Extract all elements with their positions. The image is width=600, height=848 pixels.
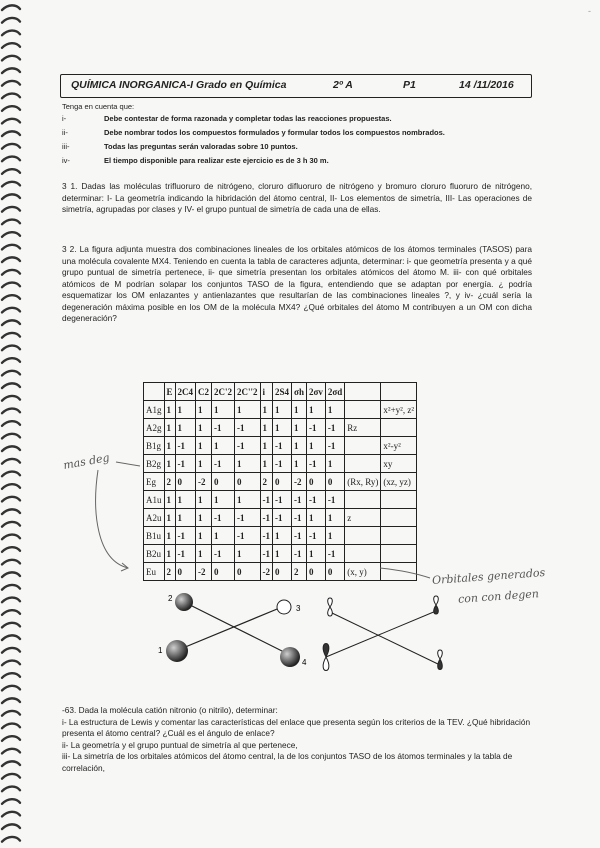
basis-function: z [345, 509, 381, 527]
character-value: -1 [212, 419, 235, 437]
character-value: -1 [175, 527, 196, 545]
character-value: 1 [306, 509, 325, 527]
atom-4-sphere [280, 647, 300, 667]
character-value: 1 [164, 455, 175, 473]
basis-function: x²+y², z² [381, 401, 417, 419]
character-value: 1 [260, 455, 273, 473]
table-header-cell: 2σd [325, 383, 344, 401]
character-value: -1 [292, 509, 307, 527]
spiral-coil [2, 787, 20, 792]
basis-function [381, 491, 417, 509]
basis-function [345, 491, 381, 509]
character-value: 2 [164, 473, 175, 491]
table-header-cell: 2C4 [175, 383, 196, 401]
character-value: 1 [196, 509, 212, 527]
character-value: 1 [196, 527, 212, 545]
character-value: 1 [306, 545, 325, 563]
spiral-coil [2, 106, 20, 111]
spiral-coil [2, 182, 20, 187]
character-value: 1 [260, 401, 273, 419]
spiral-coil [2, 68, 20, 73]
irrep-label: B1u [144, 527, 165, 545]
handwritten-note-right-1: Orbitales generados [431, 566, 546, 587]
character-value: 0 [235, 473, 261, 491]
spiral-coil [2, 711, 20, 716]
character-value: 2 [292, 563, 307, 581]
group-label: 2º A [333, 79, 353, 91]
table-row [144, 545, 417, 563]
spiral-coil [2, 761, 20, 766]
basis-function: (x, y) [345, 563, 381, 581]
basis-function [345, 437, 381, 455]
spiral-coil [2, 698, 20, 703]
character-value: 1 [273, 419, 292, 437]
table-row [144, 509, 417, 527]
instruction-text: El tiempo disponible para realizar este ejercicio es de 3 h 30 m. [104, 156, 329, 165]
character-value: 1 [325, 455, 344, 473]
character-value: 1 [164, 509, 175, 527]
p-orbital-combination [323, 596, 442, 671]
character-value: -1 [306, 527, 325, 545]
instructions [62, 102, 532, 170]
character-value: 1 [212, 437, 235, 455]
character-value: -1 [212, 545, 235, 563]
atom-1-sphere [166, 640, 188, 662]
instructions-intro: Tenga en cuenta que: [62, 102, 135, 111]
basis-function [381, 527, 417, 545]
character-value: -1 [212, 509, 235, 527]
basis-function [381, 545, 417, 563]
table-header-cell: σh [292, 383, 307, 401]
basis-function: x²-y² [381, 437, 417, 455]
spiral-coil [2, 610, 20, 615]
character-value: -1 [235, 437, 261, 455]
irrep-label: A2g [144, 419, 165, 437]
question-3-item: ii- La geometría y el grupo puntual de simetría al que pertenece, [62, 739, 298, 750]
spiral-coil [2, 333, 20, 338]
basis-function [345, 455, 381, 473]
character-value: -1 [325, 491, 344, 509]
instruction-item [62, 156, 532, 165]
atom-label-2: 2 [168, 594, 173, 603]
table-header-cell: 2C''2 [235, 383, 261, 401]
question-3-item: i- La estructura de Lewis y comentar las características del enlace que presenta según los criterios de la TEV. ¿Qué hibridación presenta el átomo central? ¿Cuál es el ángulo de enlace? [62, 716, 531, 738]
spiral-coil [2, 207, 20, 212]
spiral-coil [2, 257, 20, 262]
irrep-label: A2u [144, 509, 165, 527]
spiral-coil [2, 686, 20, 691]
character-value: 1 [306, 401, 325, 419]
spiral-coil [2, 194, 20, 199]
spiral-coil [2, 81, 20, 86]
irrep-label: Eg [144, 473, 165, 491]
spiral-coil [2, 169, 20, 174]
character-value: -1 [292, 527, 307, 545]
character-value: 1 [273, 545, 292, 563]
spiral-coil [2, 434, 20, 439]
character-value: -1 [306, 419, 325, 437]
character-value: -2 [196, 473, 212, 491]
spiral-coil [2, 270, 20, 275]
basis-function [381, 509, 417, 527]
spiral-coil [2, 648, 20, 653]
character-value: 1 [164, 527, 175, 545]
spiral-coil [2, 560, 20, 565]
character-value: -2 [292, 473, 307, 491]
character-value: -1 [292, 545, 307, 563]
table-header-cell [345, 383, 381, 401]
table-row [144, 473, 417, 491]
spiral-coil [2, 5, 20, 10]
character-value: 2 [260, 473, 273, 491]
table-row [144, 527, 417, 545]
spiral-coil [2, 484, 20, 489]
character-value: 1 [175, 419, 196, 437]
character-value: -2 [260, 563, 273, 581]
instruction-item [62, 128, 532, 137]
irrep-label: Eu [144, 563, 165, 581]
table-row [144, 491, 417, 509]
irrep-label: B2g [144, 455, 165, 473]
spiral-coil [2, 94, 20, 99]
character-value: -1 [273, 491, 292, 509]
spiral-coil [2, 774, 20, 779]
basis-function [381, 563, 417, 581]
character-table [143, 382, 417, 581]
character-value: 0 [175, 473, 196, 491]
character-value: 1 [196, 419, 212, 437]
basis-function: Rz [345, 419, 381, 437]
character-value: 1 [235, 491, 261, 509]
spiral-coil [2, 119, 20, 124]
character-value: -1 [235, 527, 261, 545]
instruction-text: Todas las preguntas serán valoradas sobre 10 puntos. [104, 142, 298, 151]
spiral-coil [2, 421, 20, 426]
character-value: 1 [196, 491, 212, 509]
spiral-coil [2, 245, 20, 250]
spiral-coil [2, 812, 20, 817]
character-value: 1 [325, 527, 344, 545]
spiral-coil [2, 43, 20, 48]
character-value: -1 [325, 437, 344, 455]
character-value: 1 [196, 401, 212, 419]
character-value: 1 [260, 437, 273, 455]
spiral-coil [2, 18, 20, 23]
spiral-coil [2, 396, 20, 401]
part-label: P1 [403, 79, 416, 91]
table-header-cell: 2C'2 [212, 383, 235, 401]
character-value: -1 [273, 455, 292, 473]
character-value: -1 [306, 491, 325, 509]
character-value: -1 [260, 509, 273, 527]
corner-mark: - [588, 6, 591, 16]
question-3-title: -63. Dada la molécula catión nitronio (o nitrilo), determinar: [62, 705, 278, 715]
spiral-coil [2, 572, 20, 577]
character-value: 0 [273, 563, 292, 581]
instruction-item [62, 114, 532, 123]
character-value: 1 [175, 509, 196, 527]
character-value: 1 [292, 401, 307, 419]
atom-label-1: 1 [158, 646, 163, 655]
instruction-item [62, 142, 532, 151]
character-value: 0 [325, 473, 344, 491]
basis-function: (xz, yz) [381, 473, 417, 491]
table-header-cell: C2 [196, 383, 212, 401]
character-value: -1 [235, 419, 261, 437]
character-value: 1 [196, 545, 212, 563]
character-value: 1 [235, 455, 261, 473]
spiral-coil [2, 497, 20, 502]
basis-function [345, 401, 381, 419]
spiral-coil [2, 585, 20, 590]
instruction-text: Debe nombrar todos los compuestos formulados y formular todos los compuestos nombrados. [104, 128, 445, 137]
taso-diagram [150, 585, 460, 690]
character-value: -1 [235, 509, 261, 527]
spiral-coil [2, 661, 20, 666]
basis-function: (Rx, Ry) [345, 473, 381, 491]
handwritten-note-left: mas deg [62, 451, 111, 472]
character-value: -1 [175, 455, 196, 473]
spiral-coil [2, 144, 20, 149]
spiral-coil [2, 346, 20, 351]
character-value: -1 [273, 509, 292, 527]
atom-label-3: 3 [296, 604, 301, 613]
spiral-coil [2, 749, 20, 754]
table-header-cell: 2S4 [273, 383, 292, 401]
table-row [144, 437, 417, 455]
spiral-coil [2, 220, 20, 225]
irrep-label: B1g [144, 437, 165, 455]
character-value: 1 [175, 491, 196, 509]
table-header-cell: 2σv [306, 383, 325, 401]
spiral-coil [2, 535, 20, 540]
instruction-num: iii- [62, 142, 70, 151]
character-value: -1 [325, 419, 344, 437]
table-row [144, 401, 417, 419]
irrep-label: A1u [144, 491, 165, 509]
character-value: -1 [260, 527, 273, 545]
character-value: 0 [175, 563, 196, 581]
spiral-coil [2, 824, 20, 829]
character-value: -1 [260, 545, 273, 563]
basis-function [345, 545, 381, 563]
irrep-label: B2u [144, 545, 165, 563]
character-value: 0 [306, 473, 325, 491]
table-header-cell: i [260, 383, 273, 401]
spiral-coil [2, 446, 20, 451]
spiral-coil [2, 157, 20, 162]
instruction-num: ii- [62, 128, 68, 137]
s-orbital-combination [158, 593, 307, 667]
character-value: 0 [235, 563, 261, 581]
instruction-num: i- [62, 114, 67, 123]
character-value: 1 [260, 419, 273, 437]
atom-2-sphere [175, 593, 193, 611]
character-value: 1 [273, 401, 292, 419]
character-value: 0 [325, 563, 344, 581]
spiral-coil [2, 472, 20, 477]
character-value: 1 [292, 437, 307, 455]
basis-function [381, 419, 417, 437]
spiral-coil [2, 522, 20, 527]
character-value: 2 [164, 563, 175, 581]
character-value: -1 [175, 545, 196, 563]
spiral-coil [2, 736, 20, 741]
character-value: 1 [164, 419, 175, 437]
spiral-coil [2, 320, 20, 325]
character-value: 1 [212, 401, 235, 419]
character-value: 1 [164, 491, 175, 509]
character-value: 1 [196, 455, 212, 473]
character-value: 1 [292, 419, 307, 437]
character-value: 1 [175, 401, 196, 419]
course-title: QUÍMICA INORGANICA-I Grado en Química [71, 79, 287, 91]
table-row [144, 563, 417, 581]
character-value: 0 [306, 563, 325, 581]
handwritten-note-right-2: con con degen [457, 587, 540, 606]
spiral-coil [2, 409, 20, 414]
character-value: 1 [306, 437, 325, 455]
character-value: -1 [212, 455, 235, 473]
spiral-coil [2, 371, 20, 376]
spiral-coil [2, 31, 20, 36]
spiral-coil [2, 358, 20, 363]
spiral-coil [2, 459, 20, 464]
basis-function [345, 527, 381, 545]
instruction-num: iv- [62, 156, 70, 165]
atom-3-sphere [277, 600, 291, 614]
exam-date: 14 /11/2016 [459, 79, 514, 91]
character-value: 0 [212, 563, 235, 581]
basis-function: xy [381, 455, 417, 473]
spiral-coil [2, 232, 20, 237]
character-value: 1 [196, 437, 212, 455]
spiral-coil [2, 598, 20, 603]
spiral-coil [2, 509, 20, 514]
irrep-label: A1g [144, 401, 165, 419]
character-value: -1 [260, 491, 273, 509]
spiral-coil [2, 635, 20, 640]
question-1: 3 1. Dadas las moléculas trifluoruro de nitrógeno, cloruro difluoruro de nitrógeno y bromuro cloruro fluoruro de nitrógeno, determinar: I- La geometría indicando la hibridación del átomo central, II- Los elementos de simetría, III- Las operaciones de simetría, agrupadas por clases y IV- el grupo puntual de simetría de cada una de ellas. [62, 181, 532, 214]
character-value: 1 [212, 527, 235, 545]
table-header-cell [144, 383, 165, 401]
character-value: 1 [325, 509, 344, 527]
spiral-coil [2, 547, 20, 552]
spiral-coil [2, 724, 20, 729]
spiral-coil [2, 383, 20, 388]
spiral-coil [2, 131, 20, 136]
spiral-coil [2, 623, 20, 628]
spiral-coil [2, 673, 20, 678]
exam-header [60, 74, 532, 98]
character-value: 1 [212, 491, 235, 509]
spiral-coil [2, 799, 20, 804]
table-row [144, 419, 417, 437]
question-3-item: iii- La simetría de los orbitales atómicos del átomo central, la de los conjuntos TASO de los átomos terminales y la tabla de correlación, [62, 751, 513, 773]
character-value: 1 [292, 455, 307, 473]
character-value: 0 [273, 473, 292, 491]
table-row [144, 455, 417, 473]
atom-label-4: 4 [302, 658, 307, 667]
character-value: 1 [235, 401, 261, 419]
character-value: 1 [164, 437, 175, 455]
spiral-coil [2, 283, 20, 288]
table-header-cell [381, 383, 417, 401]
question-3 [62, 705, 532, 774]
spiral-binding [0, 0, 24, 848]
character-value: -1 [273, 437, 292, 455]
character-value: 1 [325, 401, 344, 419]
character-table-header-row [144, 383, 417, 401]
character-value: 1 [164, 545, 175, 563]
character-value: -1 [306, 455, 325, 473]
character-value: 1 [164, 401, 175, 419]
spiral-coil [2, 56, 20, 61]
character-value: -1 [325, 545, 344, 563]
spiral-coil [2, 308, 20, 313]
character-value: 1 [235, 545, 261, 563]
instruction-text: Debe contestar de forma razonada y completar todas las reacciones propuestas. [104, 114, 392, 123]
table-header-cell: E [164, 383, 175, 401]
character-value: -2 [196, 563, 212, 581]
character-value: 0 [212, 473, 235, 491]
question-2: 3 2. La figura adjunta muestra dos combinaciones lineales de los orbitales atómicos de los átomos terminales (TASOS) para una molécula covalente MX4. Teniendo en cuenta la tabla de caracteres adjunta, determinar: i- que geometría presenta y a qué grupo puntual de simetría pertenece, ii- que simetría presentan los orbitales atómicos del átomo M. iii- con qué orbitales atómicos de M podrían solapar los conjuntos TASO de la figura, entendiendo que se adaptan por energía. ¿ podría esquematizar los OM enlazantes y antienlazantes que resultarían de las combinaciones lineales ?, y iv- ¿cuál sería la degeneración máxima posible en los OM de la molécula MX4? ¿Qué orbitales del átomo M contribuyen a un OM con dicha degeneración? [62, 244, 532, 323]
character-value: -1 [292, 491, 307, 509]
character-value: 1 [273, 527, 292, 545]
spiral-coil [2, 295, 20, 300]
character-value: -1 [175, 437, 196, 455]
spiral-coil [2, 837, 20, 842]
